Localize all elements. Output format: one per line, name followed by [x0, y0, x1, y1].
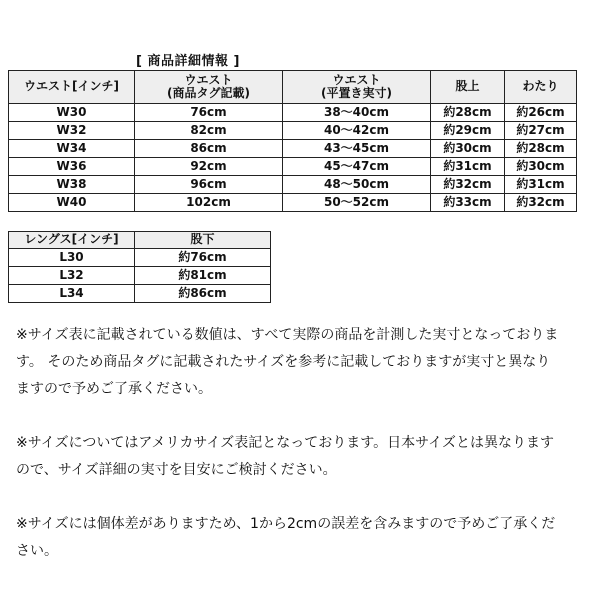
table-cell: 96cm — [135, 176, 283, 194]
size-table-header-row — [9, 71, 577, 104]
note-line: ※サイズ表に記載されている数値は、すべて実際の商品を計測した実寸となっておりま — [16, 327, 559, 343]
table-row — [9, 285, 271, 303]
table-row — [9, 267, 271, 285]
table-cell: 約31cm — [431, 158, 505, 176]
table-cell: 40～42cm — [283, 122, 431, 140]
size-table-body — [9, 104, 577, 212]
table-cell: L30 — [9, 249, 135, 267]
note-line: ので、サイズ詳細の実寸を目安にご検討ください。 — [16, 462, 337, 478]
notes-section — [16, 322, 590, 565]
note-line: ※サイズには個体差がありますため、1から2cmの誤差を含みますので予めご了承くだ — [16, 516, 556, 532]
table-cell: 約76cm — [135, 249, 271, 267]
table-cell: 約33cm — [431, 194, 505, 212]
table-cell: 50～52cm — [283, 194, 431, 212]
table-row — [9, 249, 271, 267]
size-header-text: 股上 — [455, 79, 480, 94]
table-cell: 約28cm — [431, 104, 505, 122]
table-cell: 約32cm — [505, 194, 577, 212]
note-paragraph — [16, 511, 590, 565]
size-header-cell — [135, 71, 283, 104]
size-header-text: ウエスト — [332, 72, 381, 87]
note-line: ※サイズについてはアメリカサイズ表記となっております。日本サイズとは異なります — [16, 435, 554, 451]
size-header-cell — [9, 71, 135, 104]
size-header-text: ウエスト — [184, 72, 233, 87]
table-cell: 約30cm — [431, 140, 505, 158]
length-table — [8, 231, 271, 303]
table-cell: W38 — [9, 176, 135, 194]
size-header-text: ウエスト[インチ] — [24, 79, 119, 94]
table-cell: 約81cm — [135, 267, 271, 285]
table-cell: 82cm — [135, 122, 283, 140]
table-cell: W34 — [9, 140, 135, 158]
table-cell: 約26cm — [505, 104, 577, 122]
length-table-header-row — [9, 232, 271, 249]
size-header-text: わたり — [522, 79, 559, 94]
table-cell: 約31cm — [505, 176, 577, 194]
note-paragraph — [16, 430, 590, 484]
size-header-cell — [505, 71, 577, 104]
table-cell: L32 — [9, 267, 135, 285]
table-row — [9, 140, 577, 158]
size-header-cell — [283, 71, 431, 104]
note-line: す。 そのため商品タグに記載されたサイズを参考に記載しておりますが実寸と異なり — [16, 354, 551, 370]
table-row — [9, 104, 577, 122]
table-cell: 76cm — [135, 104, 283, 122]
note-paragraph — [16, 322, 590, 403]
table-cell: 約32cm — [431, 176, 505, 194]
table-row — [9, 158, 577, 176]
size-header-text: (商品タグ記載) — [167, 86, 250, 100]
table-cell: W30 — [9, 104, 135, 122]
table-cell: 約30cm — [505, 158, 577, 176]
size-table — [8, 70, 577, 212]
table-cell: 92cm — [135, 158, 283, 176]
length-header-cell: レングス[インチ] — [9, 232, 135, 249]
table-cell: 約29cm — [431, 122, 505, 140]
table-row — [9, 194, 577, 212]
table-cell: 102cm — [135, 194, 283, 212]
table-cell: W36 — [9, 158, 135, 176]
size-header-text: (平置き実寸) — [321, 86, 392, 100]
table-cell: 45～47cm — [283, 158, 431, 176]
length-header-cell: 股下 — [135, 232, 271, 249]
table-cell: W40 — [9, 194, 135, 212]
note-line: ますので予めご了承ください。 — [16, 381, 212, 397]
section-title: [ 商品詳細情報 ] — [136, 54, 240, 69]
table-cell: W32 — [9, 122, 135, 140]
table-cell: 約86cm — [135, 285, 271, 303]
table-cell: 43～45cm — [283, 140, 431, 158]
table-cell: 86cm — [135, 140, 283, 158]
note-line: さい。 — [16, 543, 58, 559]
table-cell: 48～50cm — [283, 176, 431, 194]
size-header-cell — [431, 71, 505, 104]
length-table-body — [9, 249, 271, 303]
table-cell: 38～40cm — [283, 104, 431, 122]
table-row — [9, 122, 577, 140]
table-cell: L34 — [9, 285, 135, 303]
table-cell: 約27cm — [505, 122, 577, 140]
table-row — [9, 176, 577, 194]
table-cell: 約28cm — [505, 140, 577, 158]
